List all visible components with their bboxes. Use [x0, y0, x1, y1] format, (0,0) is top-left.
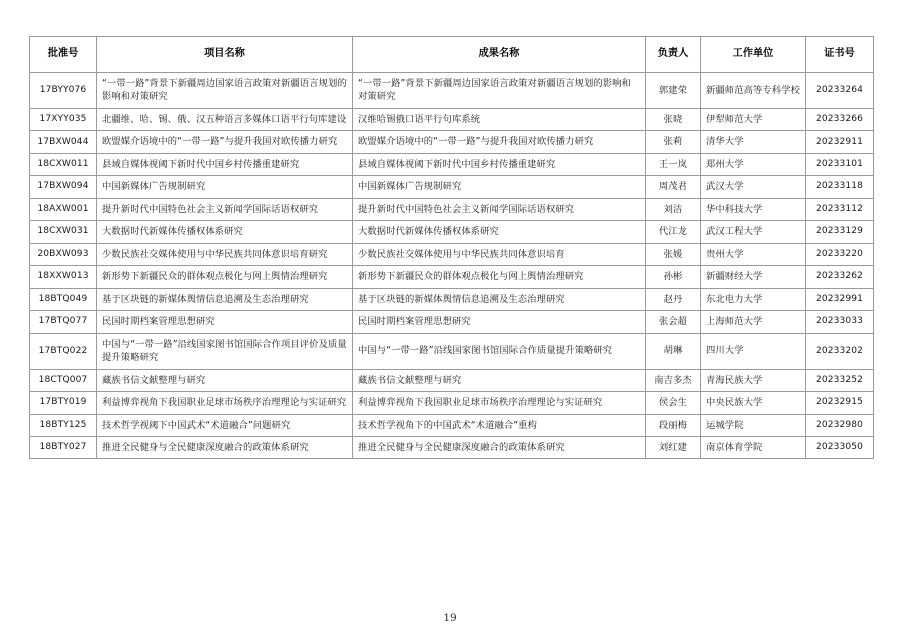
cell-cert: 20233129: [806, 221, 874, 243]
achievements-table: [29, 36, 874, 459]
cell-result: 少数民族社交媒体使用与中华民族共同体意识培育: [353, 243, 646, 265]
cell-cert: 20233262: [806, 266, 874, 288]
cell-project: 新形势下新疆民众的群体观点极化与网上舆情治理研究: [97, 266, 353, 288]
cell-unit: 郑州大学: [701, 153, 806, 175]
cell-approval: 18BTY027: [30, 436, 97, 458]
cell-unit: 清华大学: [701, 131, 806, 153]
cell-project: 少数民族社交媒体使用与中华民族共同体意识培育研究: [97, 243, 353, 265]
cell-project: 中国新媒体广告规制研究: [97, 176, 353, 198]
cell-unit: 贵州大学: [701, 243, 806, 265]
table-row: [30, 288, 874, 310]
cell-unit: 新疆财经大学: [701, 266, 806, 288]
cell-unit: 运城学院: [701, 414, 806, 436]
cell-person: 张媛: [646, 243, 701, 265]
cell-person: 刘红建: [646, 436, 701, 458]
table-row: [30, 131, 874, 153]
cell-person: 张莉: [646, 131, 701, 153]
cell-result: 汉维哈锡俄口语平行句库系统: [353, 108, 646, 130]
column-header-person-in-charge: 负责人: [646, 37, 701, 73]
cell-unit: 武汉工程大学: [701, 221, 806, 243]
cell-project: 中国与“一带一路”沿线国家图书馆国际合作项目评价及质量提升策略研究: [97, 333, 353, 369]
cell-project: 基于区块链的新媒体舆情信息追溯及生态治理研究: [97, 288, 353, 310]
cell-approval: 18BTQ049: [30, 288, 97, 310]
cell-unit: 上海师范大学: [701, 311, 806, 333]
cell-approval: 17BTQ022: [30, 333, 97, 369]
cell-person: 周茂君: [646, 176, 701, 198]
cell-person: 段丽梅: [646, 414, 701, 436]
cell-person: 孙彬: [646, 266, 701, 288]
table-row: [30, 198, 874, 220]
cell-cert: 20232915: [806, 392, 874, 414]
cell-unit: 青海民族大学: [701, 369, 806, 391]
cell-unit: 四川大学: [701, 333, 806, 369]
cell-result: 基于区块链的新媒体舆情信息追溯及生态治理研究: [353, 288, 646, 310]
cell-cert: 20232911: [806, 131, 874, 153]
table-row: [30, 221, 874, 243]
cell-unit: 新疆师范高等专科学校: [701, 73, 806, 109]
cell-approval: 17BXW094: [30, 176, 97, 198]
table-row: [30, 311, 874, 333]
column-header-project-name: 项目名称: [97, 37, 353, 73]
page-number: 19: [443, 612, 457, 624]
cell-person: 郭建荣: [646, 73, 701, 109]
cell-cert: 20233202: [806, 333, 874, 369]
table-row: [30, 369, 874, 391]
cell-person: 刘洁: [646, 198, 701, 220]
table-row: [30, 392, 874, 414]
cell-cert: 20233118: [806, 176, 874, 198]
cell-project: 北疆维、哈、锡、俄、汉五种语言多媒体口语平行句库建设: [97, 108, 353, 130]
column-header-certificate-number: 证书号: [806, 37, 874, 73]
cell-project: 欧盟媒介语境中的“一带一路”与提升我国对欧传播力研究: [97, 131, 353, 153]
cell-project: 藏族书信文献整理与研究: [97, 369, 353, 391]
cell-person: 赵丹: [646, 288, 701, 310]
cell-cert: 20233266: [806, 108, 874, 130]
cell-cert: 20233264: [806, 73, 874, 109]
table-row: [30, 436, 874, 458]
cell-approval: 18CXW031: [30, 221, 97, 243]
table-row: [30, 266, 874, 288]
cell-project: 推进全民健身与全民健康深度融合的政策体系研究: [97, 436, 353, 458]
cell-cert: 20232980: [806, 414, 874, 436]
cell-unit: 伊犁师范大学: [701, 108, 806, 130]
cell-result: 县域自媒体视阈下新时代中国乡村传播重建研究: [353, 153, 646, 175]
table-header: [30, 37, 874, 73]
cell-approval: 17BYY076: [30, 73, 97, 109]
cell-approval: 18AXW001: [30, 198, 97, 220]
cell-result: 推进全民健身与全民健康深度融合的政策体系研究: [353, 436, 646, 458]
cell-result: 民国时期档案管理思想研究: [353, 311, 646, 333]
cell-result: 技术哲学视角下的中国武术“术道融合”重构: [353, 414, 646, 436]
cell-approval: 20BXW093: [30, 243, 97, 265]
cell-person: 侯会生: [646, 392, 701, 414]
table-row: [30, 414, 874, 436]
cell-result: 中国与“一带一路”沿线国家图书馆国际合作质量提升策略研究: [353, 333, 646, 369]
cell-approval: 18CTQ007: [30, 369, 97, 391]
cell-cert: 20233033: [806, 311, 874, 333]
cell-approval: 18CXW011: [30, 153, 97, 175]
cell-cert: 20232991: [806, 288, 874, 310]
table-row: [30, 176, 874, 198]
cell-project: 大数据时代新媒体传播权体系研究: [97, 221, 353, 243]
table-row: [30, 153, 874, 175]
cell-result: 大数据时代新媒体传播权体系研究: [353, 221, 646, 243]
cell-project: 提升新时代中国特色社会主义新闻学国际话语权研究: [97, 198, 353, 220]
cell-approval: 17BTY019: [30, 392, 97, 414]
cell-unit: 中央民族大学: [701, 392, 806, 414]
cell-result: “一带一路”背景下新疆周边国家语言政策对新疆语言规划的影响和对策研究: [353, 73, 646, 109]
column-header-approval-number: 批准号: [30, 37, 97, 73]
cell-result: 利益博弈视角下我国职业足球市场秩序治理理论与实证研究: [353, 392, 646, 414]
cell-result: 新形势下新疆民众的群体观点极化与网上舆情治理研究: [353, 266, 646, 288]
cell-cert: 20233112: [806, 198, 874, 220]
cell-unit: 武汉大学: [701, 176, 806, 198]
table-header-row: [30, 37, 874, 73]
cell-project: 利益博弈视角下我国职业足球市场秩序治理理论与实证研究: [97, 392, 353, 414]
cell-unit: 华中科技大学: [701, 198, 806, 220]
cell-person: 张会超: [646, 311, 701, 333]
cell-project: “一带一路”背景下新疆周边国家语言政策对新疆语言规划的影响和对策研究: [97, 73, 353, 109]
cell-project: 县域自媒体视阈下新时代中国乡村传播重建研究: [97, 153, 353, 175]
cell-cert: 20233220: [806, 243, 874, 265]
cell-approval: 17XYY035: [30, 108, 97, 130]
column-header-result-name: 成果名称: [353, 37, 646, 73]
cell-unit: 东北电力大学: [701, 288, 806, 310]
cell-person: 胡琳: [646, 333, 701, 369]
cell-person: 南吉多杰: [646, 369, 701, 391]
cell-result: 中国新媒体广告规制研究: [353, 176, 646, 198]
cell-person: 张晓: [646, 108, 701, 130]
cell-cert: 20233252: [806, 369, 874, 391]
cell-result: 欧盟媒介语境中的“一带一路”与提升我国对欧传播力研究: [353, 131, 646, 153]
column-header-work-unit: 工作单位: [701, 37, 806, 73]
cell-approval: 18BTY125: [30, 414, 97, 436]
cell-approval: 17BXW044: [30, 131, 97, 153]
cell-result: 藏族书信文献整理与研究: [353, 369, 646, 391]
cell-result: 提升新时代中国特色社会主义新闻学国际话语权研究: [353, 198, 646, 220]
table-row: [30, 333, 874, 369]
cell-project: 民国时期档案管理思想研究: [97, 311, 353, 333]
cell-project: 技术哲学视阈下中国武术“术道融合”问题研究: [97, 414, 353, 436]
cell-person: 代江龙: [646, 221, 701, 243]
cell-cert: 20233050: [806, 436, 874, 458]
table-body: [30, 73, 874, 459]
cell-cert: 20233101: [806, 153, 874, 175]
table-row: [30, 243, 874, 265]
cell-person: 王一岚: [646, 153, 701, 175]
cell-unit: 南京体育学院: [701, 436, 806, 458]
cell-approval: 17BTQ077: [30, 311, 97, 333]
cell-approval: 18XXW013: [30, 266, 97, 288]
table-row: [30, 108, 874, 130]
table-row: [30, 73, 874, 109]
